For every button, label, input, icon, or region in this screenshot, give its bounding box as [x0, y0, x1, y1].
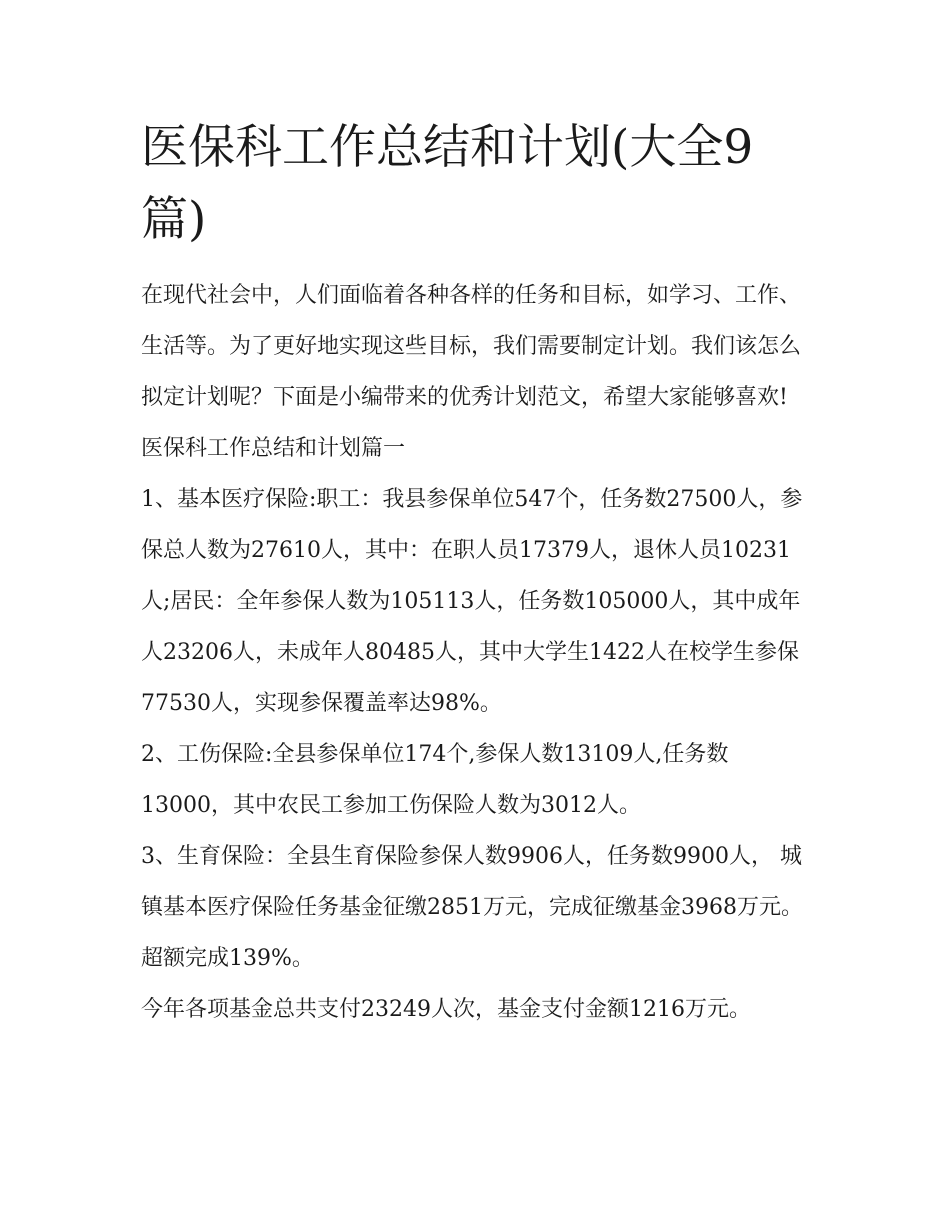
medical-insurance-paragraph: 1、基本医疗保险:职工：我县参保单位547个，任务数27500人，参保总人数为27610人，其中：在职人员17379人，退休人员10231人;居民：全年参保人数为105113人，任务数105000人，其中成年人23206人，未成年人80485人，其中大学生1422人在校学生参保77530人，实现参保覆盖率达98%。 — [141, 487, 803, 716]
document-title: 医保科工作总结和计划(大全9篇) — [141, 120, 754, 247]
intro-paragraph: 在现代社会中，人们面临着各种各样的任务和目标，如学习、工作、生活等。为了更好地实现这些目标，我们需要制定计划。我们该怎么拟定计划呢？下面是小编带来的优秀计划范文，希望大家能够喜欢! — [141, 283, 802, 410]
maternity-insurance-paragraph: 3、生育保险：全县生育保险参保人数9906人，任务数9900人， 城镇基本医疗保险任务基金征缴2851万元，完成征缴基金3968万元。超额完成139%。 — [141, 844, 803, 971]
fund-payment-paragraph: 今年各项基金总共支付23249人次，基金支付金额1216万元。 — [141, 997, 751, 1022]
document-body — [141, 112, 813, 1035]
injury-insurance-paragraph: 2、工伤保险:全县参保单位174个,参保人数13109人,任务数13000，其中农民工参加工伤保险人数为3012人。 — [141, 742, 729, 818]
section-heading: 医保科工作总结和计划篇一 — [141, 436, 406, 461]
